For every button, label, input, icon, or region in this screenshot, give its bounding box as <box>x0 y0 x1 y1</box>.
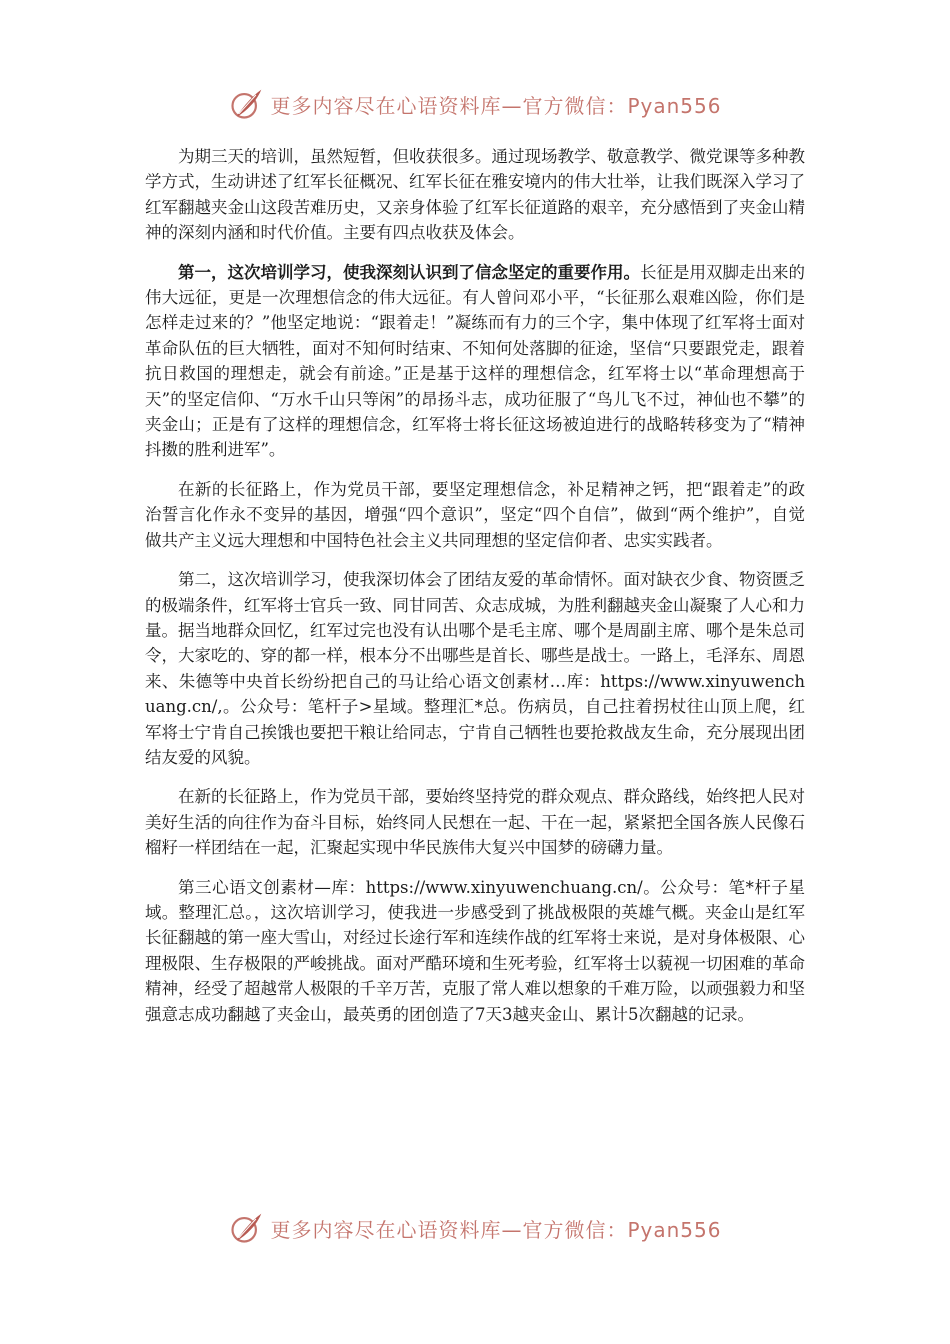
paragraph-text: 第二，这次培训学习，使我深切体会了团结友爱的革命情怀。面对缺衣少食、物资匮乏的极端条件，红军将士官兵一致、同甘同苦、众志成城，为胜利翻越夹金山凝聚了人心和力量。据当地群众回忆，红军过完也没有认出哪个是毛主席、哪个是周副主席、哪个是朱总司令，大家吃的、穿的都一样，根本分不出哪些是首长、哪些是战士。一路上，毛泽东、周恩来、朱德等中央首长纷纷把自己的马让给心语文创素材…库：https://www.xinyuwenchuang.cn/,。公众号：笔杆子>星域。整理汇*总。伤病员，自己拄着拐杖往山顶上爬，红军将士宁肯自己挨饿也要把干粮让给同志，宁肯自己牺牲也要抢救战友生命，充分展现出团结友爱的风貌。 <box>145 570 805 767</box>
quill-pen-logo-icon <box>228 86 264 122</box>
header-banner <box>0 86 950 122</box>
quill-pen-logo-icon <box>228 1210 264 1246</box>
paragraph-intro <box>145 144 805 246</box>
paragraph-point-one <box>145 260 805 463</box>
document-body <box>145 144 805 1041</box>
paragraph-point-two <box>145 567 805 770</box>
paragraph-point-three <box>145 875 805 1027</box>
footer-banner <box>0 1210 950 1246</box>
paragraph-text: 在新的长征路上，作为党员干部，要始终坚持党的群众观点、群众路线，始终把人民对美好生活的向往作为奋斗目标，始终同人民想在一起、干在一起，紧紧把全国各族人民像石榴籽一样团结在一起，汇聚起实现中华民族伟大复兴中国梦的磅礴力量。 <box>145 787 805 858</box>
paragraph-text: 为期三天的培训，虽然短暂，但收获很多。通过现场教学、敬意教学、微党课等多种教学方式，生动讲述了红军长征概况、红军长征在雅安境内的伟大壮举，让我们既深入学习了红军翻越夹金山这段苦难历史，又亲身体验了红军长征道路的艰辛，充分感悟到了夹金山精神的深刻内涵和时代价值。主要有四点收获及体会。 <box>145 147 805 243</box>
paragraph-lead: 第一，这次培训学习，使我深刻认识到了信念坚定的重要作用。 <box>178 262 640 282</box>
paragraph-text: 在新的长征路上，作为党员干部，要坚定理想信念，补足精神之钙，把“跟着走”的政治誓言化作永不变异的基因，增强“四个意识”，坚定“四个自信”，做到“两个维护”，自觉做共产主义远大理想和中国特色社会主义共同理想的坚定信仰者、忠实实践者。 <box>145 479 805 550</box>
paragraph-point-two-practice <box>145 784 805 860</box>
banner-text: 更多内容尽在心语资料库—官方微信：Pyan556 <box>270 1217 722 1242</box>
paragraph-point-one-practice <box>145 477 805 553</box>
paragraph-text: 第三心语文创素材—库：https://www.xinyuwenchuang.cn/。公众号：笔*杆子星域。整理汇总。，这次培训学习，使我进一步感受到了挑战极限的英雄气概。夹金山是红军长征翻越的第一座大雪山，对经过长途行军和连续作战的红军将士来说，是对身体极限、心理极限、生存极限的严峻挑战。面对严酷环境和生死考验，红军将士以藐视一切困难的革命精神，经受了超越常人极限的千辛万苦，克服了常人难以想象的千难万险，以顽强毅力和坚强意志成功翻越了夹金山，最英勇的团创造了7天3越夹金山、累计5次翻越的记录。 <box>145 877 805 1024</box>
banner-text: 更多内容尽在心语资料库—官方微信：Pyan556 <box>270 93 722 118</box>
paragraph-text: 长征是用双脚走出来的伟大远征，更是一次理想信念的伟大远征。有人曾问邓小平，“长征那么艰难凶险，你们是怎样走过来的？”他坚定地说：“跟着走！”凝练而有力的三个字，集中体现了红军将士面对革命队伍的巨大牺牲，面对不知何时结束、不知何处落脚的征途，坚信“只要跟党走，跟着抗日救国的理想走，就会有前途。”正是基于这样的理想信念，红军将士以“革命理想高于天”的坚定信仰、“万水千山只等闲”的昂扬斗志，成功征服了“鸟儿飞不过，神仙也不攀”的夹金山；正是有了这样的理想信念，红军将士将长征这场被迫进行的战略转移变为了“精神抖擞的胜利进军”。 <box>145 262 805 460</box>
